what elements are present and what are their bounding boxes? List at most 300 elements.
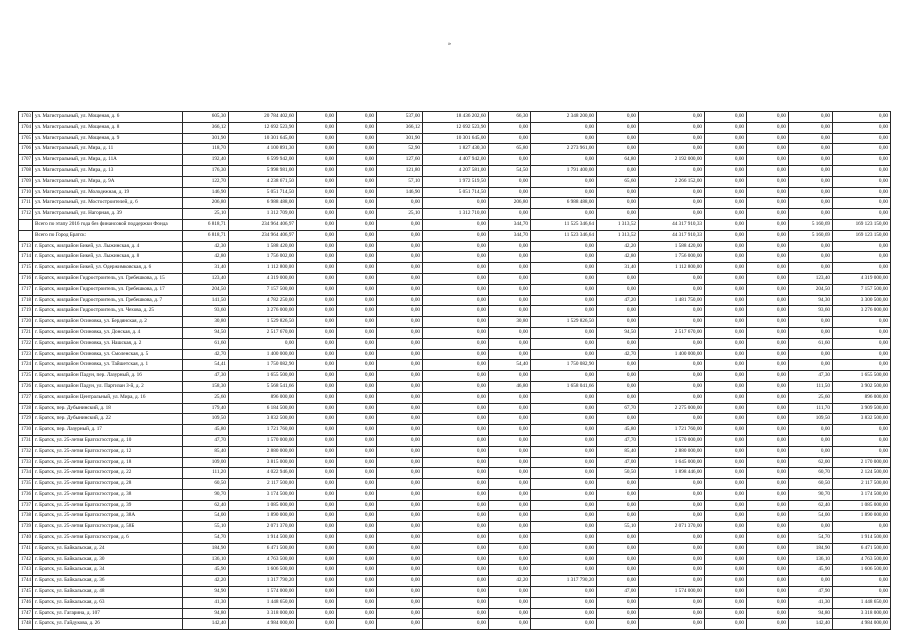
address-cell: г. Братск, ул. Байкальская, д. 63 (33, 597, 183, 608)
value-cell: 4 238 671,50 (229, 176, 297, 187)
value-cell: 0,00 (423, 489, 489, 500)
value-cell: 2 880 000,00 (639, 446, 705, 457)
value-cell: 0,00 (423, 338, 489, 349)
value-cell: 0,00 (747, 533, 789, 544)
value-cell: 0,00 (597, 533, 639, 544)
row-number-cell: 1728 (19, 403, 33, 414)
value-cell: 0,00 (489, 371, 531, 382)
address-cell: г. Братск, ул. 25-летия Братскгэсстроя, д. 39 (33, 500, 183, 511)
value-cell: 0,00 (747, 500, 789, 511)
row-number-cell: 1748 (19, 619, 33, 630)
address-cell: г. Братск, жилрайон Бикей, ул. Лыжинская, д. 4 (33, 241, 183, 252)
value-cell: 0,00 (489, 133, 531, 144)
value-cell: 0,00 (705, 446, 747, 457)
value-cell: 0,00 (377, 219, 423, 230)
value-cell: 0,00 (377, 295, 423, 306)
value-cell: 0,00 (789, 165, 833, 176)
value-cell: 0,00 (639, 317, 705, 328)
value-cell: 0,00 (705, 522, 747, 533)
value-cell: 0,00 (747, 317, 789, 328)
value-cell: 0,00 (747, 587, 789, 598)
value-cell: 1 529 826,50 (531, 317, 597, 328)
value-cell: 0,00 (377, 565, 423, 576)
value-cell: 0,00 (789, 349, 833, 360)
value-cell: 0,00 (377, 338, 423, 349)
value-cell: 0,00 (337, 554, 377, 565)
value-cell: 1 655 500,00 (229, 371, 297, 382)
value-cell: 0,00 (705, 241, 747, 252)
value-cell: 0,00 (531, 122, 597, 133)
value-cell: 6 599 942,00 (229, 155, 297, 166)
value-cell: 0,00 (297, 597, 337, 608)
value-cell: 0,00 (423, 522, 489, 533)
value-cell: 0,00 (423, 565, 489, 576)
value-cell: 42,20 (597, 241, 639, 252)
value-cell: 0,00 (337, 587, 377, 598)
value-cell: 0,00 (337, 608, 377, 619)
table-row (19, 230, 891, 241)
value-cell: 0,00 (747, 446, 789, 457)
value-cell: 0,00 (297, 533, 337, 544)
value-cell: 0,00 (531, 500, 597, 511)
value-cell: 0,00 (337, 619, 377, 630)
row-number-cell: 1735 (19, 479, 33, 490)
row-number-cell: 1727 (19, 392, 33, 403)
value-cell: 0,00 (833, 252, 891, 263)
address-cell: г. Братск, ул. Байкальская, д. 30 (33, 554, 183, 565)
value-cell: 0,00 (531, 425, 597, 436)
value-cell: 0,00 (705, 133, 747, 144)
value-cell: 0,00 (789, 133, 833, 144)
value-cell: 0,00 (531, 608, 597, 619)
value-cell: 0,00 (747, 349, 789, 360)
value-cell: 45,90 (789, 565, 833, 576)
value-cell: 0,00 (639, 122, 705, 133)
value-cell: 54,40 (489, 360, 531, 371)
value-cell: 45,90 (183, 565, 229, 576)
value-cell: 0,00 (297, 338, 337, 349)
value-cell: 0,00 (489, 619, 531, 630)
value-cell: 0,00 (747, 187, 789, 198)
row-number-cell: 1732 (19, 446, 33, 457)
value-cell: 0,00 (489, 533, 531, 544)
row-number-cell: 1737 (19, 500, 33, 511)
value-cell: 0,00 (423, 576, 489, 587)
value-cell: 1 570 000,00 (639, 435, 705, 446)
value-cell: 0,00 (531, 554, 597, 565)
value-cell: 6 988 488,00 (531, 198, 597, 209)
value-cell: 47,90 (789, 587, 833, 598)
value-cell: 0,00 (337, 176, 377, 187)
table-row (19, 425, 891, 436)
value-cell: 1 890 000,00 (833, 511, 891, 522)
value-cell: 42,70 (183, 349, 229, 360)
value-cell: 2 273 961,00 (531, 144, 597, 155)
value-cell: 0,00 (747, 165, 789, 176)
value-cell: 0,00 (423, 500, 489, 511)
value-cell: 1 606 500,00 (229, 565, 297, 576)
value-cell: 0,00 (747, 619, 789, 630)
value-cell: 0,00 (489, 122, 531, 133)
value-cell: 3 902 500,00 (833, 381, 891, 392)
value-cell: 0,00 (747, 144, 789, 155)
table-row (19, 489, 891, 500)
table-row (19, 479, 891, 490)
table-row (19, 306, 891, 317)
value-cell: 0,00 (789, 576, 833, 587)
value-cell: 0,00 (639, 284, 705, 295)
value-cell: 0,00 (489, 425, 531, 436)
value-cell: 2 880 000,00 (229, 446, 297, 457)
value-cell: 0,00 (531, 306, 597, 317)
value-cell: 0,00 (377, 327, 423, 338)
value-cell: 25,60 (789, 392, 833, 403)
value-cell: 0,00 (705, 414, 747, 425)
table-row (19, 252, 891, 263)
value-cell: 366,12 (377, 122, 423, 133)
value-cell: 0,00 (377, 489, 423, 500)
value-cell: 0,00 (531, 414, 597, 425)
table-row (19, 403, 891, 414)
value-cell: 0,00 (747, 425, 789, 436)
value-cell: 1 750 082,90 (229, 360, 297, 371)
value-cell: 0,00 (377, 522, 423, 533)
value-cell: 67,70 (597, 403, 639, 414)
value-cell: 42,70 (597, 349, 639, 360)
address-cell: г. Братск, ул. 25-летия Братскгэсстроя, д. 58Б (33, 522, 183, 533)
value-cell: 0,00 (297, 273, 337, 284)
table-row (19, 565, 891, 576)
table-row (19, 392, 891, 403)
value-cell: 0,00 (377, 479, 423, 490)
value-cell: 0,00 (705, 295, 747, 306)
value-cell: 1 574 000,00 (229, 587, 297, 598)
table-row (19, 198, 891, 209)
value-cell: 12 692 523,90 (229, 122, 297, 133)
value-cell: 0,00 (597, 198, 639, 209)
value-cell: 0,00 (337, 522, 377, 533)
value-cell: 0,00 (489, 284, 531, 295)
value-cell: 0,00 (705, 533, 747, 544)
value-cell: 0,00 (833, 446, 891, 457)
value-cell: 0,00 (597, 543, 639, 554)
value-cell: 0,00 (789, 522, 833, 533)
value-cell: 0,00 (297, 176, 337, 187)
value-cell: 2 124 500,00 (833, 468, 891, 479)
value-cell: 94,80 (183, 608, 229, 619)
value-cell: 0,00 (597, 597, 639, 608)
value-cell: 0,00 (489, 479, 531, 490)
value-cell: 1 655 500,00 (833, 371, 891, 382)
value-cell: 0,00 (747, 252, 789, 263)
value-cell: 0,00 (705, 155, 747, 166)
row-number-cell: 1708 (19, 165, 33, 176)
value-cell: 0,00 (337, 597, 377, 608)
value-cell: 0,00 (337, 489, 377, 500)
value-cell: 0,00 (337, 252, 377, 263)
value-cell: 31,40 (183, 263, 229, 274)
value-cell: 0,00 (639, 489, 705, 500)
value-cell: 0,00 (423, 349, 489, 360)
address-cell: г. Братск, жилрайон Центральный, ул. Мира, д. 16 (33, 392, 183, 403)
value-cell: 0,00 (377, 425, 423, 436)
value-cell: 94,90 (183, 587, 229, 598)
value-cell: 54,70 (789, 533, 833, 544)
address-cell: г. Братск, ул. Байкальская, д. 36 (33, 576, 183, 587)
table-row (19, 446, 891, 457)
value-cell: 0,00 (833, 576, 891, 587)
value-cell: 0,00 (337, 327, 377, 338)
value-cell: 0,00 (833, 133, 891, 144)
value-cell: 0,00 (639, 273, 705, 284)
row-number-cell: 1709 (19, 176, 33, 187)
value-cell: 0,00 (297, 371, 337, 382)
value-cell: 62,40 (183, 500, 229, 511)
value-cell: 0,00 (531, 457, 597, 468)
value-cell: 0,00 (489, 327, 531, 338)
table-row (19, 371, 891, 382)
value-cell: 366,12 (183, 122, 229, 133)
value-cell: 0,00 (489, 273, 531, 284)
value-cell: 44 317 910,33 (639, 230, 705, 241)
table-row (19, 543, 891, 554)
value-cell: 61,60 (183, 338, 229, 349)
address-cell: г. Братск, ул. 25-летия Братскгэсстроя, д. 22 (33, 468, 183, 479)
value-cell: 123,40 (183, 273, 229, 284)
row-number-cell: 1719 (19, 306, 33, 317)
value-cell: 0,00 (531, 241, 597, 252)
value-cell: 0,00 (531, 403, 597, 414)
value-cell: 0,00 (337, 133, 377, 144)
value-cell: 2 348 200,00 (531, 112, 597, 123)
row-number-cell: 1718 (19, 295, 33, 306)
address-cell: г. Братск, ул. 25-летия Братскгэсстроя, д. 28 (33, 479, 183, 490)
value-cell: 0,00 (489, 403, 531, 414)
value-cell: 0,00 (297, 209, 337, 220)
value-cell: 0,00 (337, 230, 377, 241)
value-cell: 2 192 000,00 (639, 155, 705, 166)
value-cell: 0,00 (531, 155, 597, 166)
table-row (19, 176, 891, 187)
value-cell: 0,00 (423, 479, 489, 490)
value-cell: 0,00 (297, 511, 337, 522)
value-cell: 0,00 (489, 597, 531, 608)
value-cell: 0,00 (639, 554, 705, 565)
value-cell: 0,00 (705, 403, 747, 414)
value-cell: 0,00 (747, 392, 789, 403)
value-cell: 0,00 (297, 165, 337, 176)
value-cell: 0,00 (597, 371, 639, 382)
value-cell: 60,50 (183, 479, 229, 490)
value-cell: 1 529 826,50 (229, 317, 297, 328)
value-cell: 0,00 (377, 576, 423, 587)
value-cell: 0,00 (337, 198, 377, 209)
value-cell: 0,00 (789, 241, 833, 252)
value-cell: 0,00 (489, 252, 531, 263)
value-cell: 61,60 (789, 338, 833, 349)
value-cell: 1 756 002,00 (229, 252, 297, 263)
value-cell: 0,00 (705, 338, 747, 349)
value-cell: 85,40 (597, 446, 639, 457)
value-cell: 0,00 (489, 338, 531, 349)
value-cell: 0,00 (423, 230, 489, 241)
value-cell: 0,00 (531, 252, 597, 263)
value-cell: 0,00 (833, 144, 891, 155)
row-number-cell: 1716 (19, 273, 33, 284)
value-cell: 42,20 (183, 576, 229, 587)
value-cell: 1 313,52 (597, 230, 639, 241)
value-cell: 0,00 (297, 403, 337, 414)
value-cell: 123,40 (789, 273, 833, 284)
value-cell: 0,00 (423, 273, 489, 284)
value-cell: 2 117 500,00 (229, 479, 297, 490)
value-cell: 0,00 (337, 425, 377, 436)
value-cell: 0,00 (377, 533, 423, 544)
value-cell: 0,00 (747, 263, 789, 274)
value-cell: 0,00 (297, 435, 337, 446)
value-cell: 54,70 (183, 533, 229, 544)
value-cell: 0,00 (423, 295, 489, 306)
value-cell: 0,00 (423, 306, 489, 317)
address-cell: ул. Магистральный, ул. Мира, д. 9А (33, 176, 183, 187)
value-cell: 64,80 (597, 155, 639, 166)
value-cell: 0,00 (705, 273, 747, 284)
value-cell: 60,50 (789, 479, 833, 490)
value-cell: 0,00 (705, 597, 747, 608)
value-cell: 109,50 (789, 414, 833, 425)
value-cell: 0,00 (423, 241, 489, 252)
value-cell: 0,00 (489, 543, 531, 554)
value-cell: 0,00 (705, 468, 747, 479)
value-cell: 0,00 (531, 187, 597, 198)
value-cell: 0,00 (705, 230, 747, 241)
value-cell: 0,00 (337, 317, 377, 328)
value-cell: 0,00 (423, 219, 489, 230)
value-cell: 47,20 (597, 295, 639, 306)
value-cell: 0,00 (531, 522, 597, 533)
value-cell: 0,00 (297, 252, 337, 263)
value-cell: 0,00 (747, 435, 789, 446)
value-cell: 0,00 (423, 317, 489, 328)
row-number-cell: 1747 (19, 608, 33, 619)
value-cell: 0,00 (833, 425, 891, 436)
value-cell: 42,80 (597, 252, 639, 263)
value-cell: 0,00 (833, 338, 891, 349)
value-cell: 0,00 (789, 446, 833, 457)
value-cell: 0,00 (489, 241, 531, 252)
value-cell: 0,00 (597, 489, 639, 500)
value-cell: 0,00 (377, 597, 423, 608)
value-cell: 0,00 (705, 349, 747, 360)
value-cell: 1 448 650,00 (229, 597, 297, 608)
table-row (19, 133, 891, 144)
value-cell: 0,00 (423, 608, 489, 619)
row-number-cell: 1733 (19, 457, 33, 468)
table-row (19, 381, 891, 392)
value-cell: 41,30 (789, 597, 833, 608)
table-row (19, 576, 891, 587)
value-cell: 4 763 500,00 (229, 554, 297, 565)
value-cell: 0,00 (747, 112, 789, 123)
value-cell: 3 318 000,00 (229, 608, 297, 619)
row-number-cell: 1724 (19, 360, 33, 371)
value-cell: 0,00 (747, 360, 789, 371)
value-cell: 179,40 (183, 403, 229, 414)
value-cell: 0,00 (789, 112, 833, 123)
value-cell: 0,00 (489, 446, 531, 457)
value-cell: 52,90 (377, 144, 423, 155)
value-cell: 0,00 (423, 435, 489, 446)
value-cell: 10 301 645,00 (423, 133, 489, 144)
value-cell: 0,00 (597, 209, 639, 220)
value-cell: 0,00 (639, 392, 705, 403)
value-cell: 0,00 (597, 306, 639, 317)
value-cell: 0,00 (597, 381, 639, 392)
value-cell: 0,00 (639, 360, 705, 371)
value-cell: 0,00 (297, 327, 337, 338)
value-cell: 0,00 (833, 165, 891, 176)
value-cell: 0,00 (747, 198, 789, 209)
value-cell: 0,00 (597, 619, 639, 630)
value-cell: 47,00 (597, 457, 639, 468)
value-cell: 4 207 581,00 (423, 165, 489, 176)
table-row (19, 619, 891, 630)
value-cell: 0,00 (747, 338, 789, 349)
table-row (19, 165, 891, 176)
value-cell: 111,50 (789, 381, 833, 392)
value-cell: 0,00 (337, 295, 377, 306)
value-cell: 0,00 (705, 381, 747, 392)
value-cell: 1 914 500,00 (229, 533, 297, 544)
value-cell: 47,70 (183, 435, 229, 446)
row-number-cell: 1710 (19, 187, 33, 198)
table-row (19, 608, 891, 619)
value-cell: 0,00 (377, 435, 423, 446)
value-cell: 0,00 (377, 608, 423, 619)
value-cell: 0,00 (489, 500, 531, 511)
value-cell: 0,00 (747, 306, 789, 317)
value-cell: 0,00 (531, 489, 597, 500)
value-cell: 3 300 500,00 (833, 295, 891, 306)
value-cell: 0,00 (789, 252, 833, 263)
value-cell: 0,00 (639, 511, 705, 522)
value-cell: 0,00 (423, 597, 489, 608)
value-cell: 0,00 (297, 155, 337, 166)
row-number-cell: 1706 (19, 144, 33, 155)
table-row (19, 414, 891, 425)
value-cell: 0,00 (747, 608, 789, 619)
address-cell: ул. Магистральный, ул. Мощеная, д. 9 (33, 133, 183, 144)
table-row (19, 360, 891, 371)
value-cell: 0,00 (531, 597, 597, 608)
value-cell: 0,00 (489, 457, 531, 468)
row-number-cell: 1736 (19, 489, 33, 500)
value-cell: 1 312 710,00 (423, 209, 489, 220)
value-cell: 0,00 (833, 112, 891, 123)
value-cell: 0,00 (705, 219, 747, 230)
row-number-cell: 1704 (19, 122, 33, 133)
address-cell: Всего по этапу 2016 года без финансовой поддержки Фонда (33, 219, 183, 230)
value-cell: 1 085 000,00 (833, 500, 891, 511)
row-number-cell: 1725 (19, 371, 33, 382)
table-row (19, 263, 891, 274)
value-cell: 0,00 (531, 511, 597, 522)
address-cell: г. Братск, пер. Лазурный, д. 17 (33, 425, 183, 436)
table-row (19, 349, 891, 360)
value-cell: 0,00 (705, 619, 747, 630)
value-cell: 0,00 (489, 392, 531, 403)
value-cell: 5 160,69 (789, 219, 833, 230)
